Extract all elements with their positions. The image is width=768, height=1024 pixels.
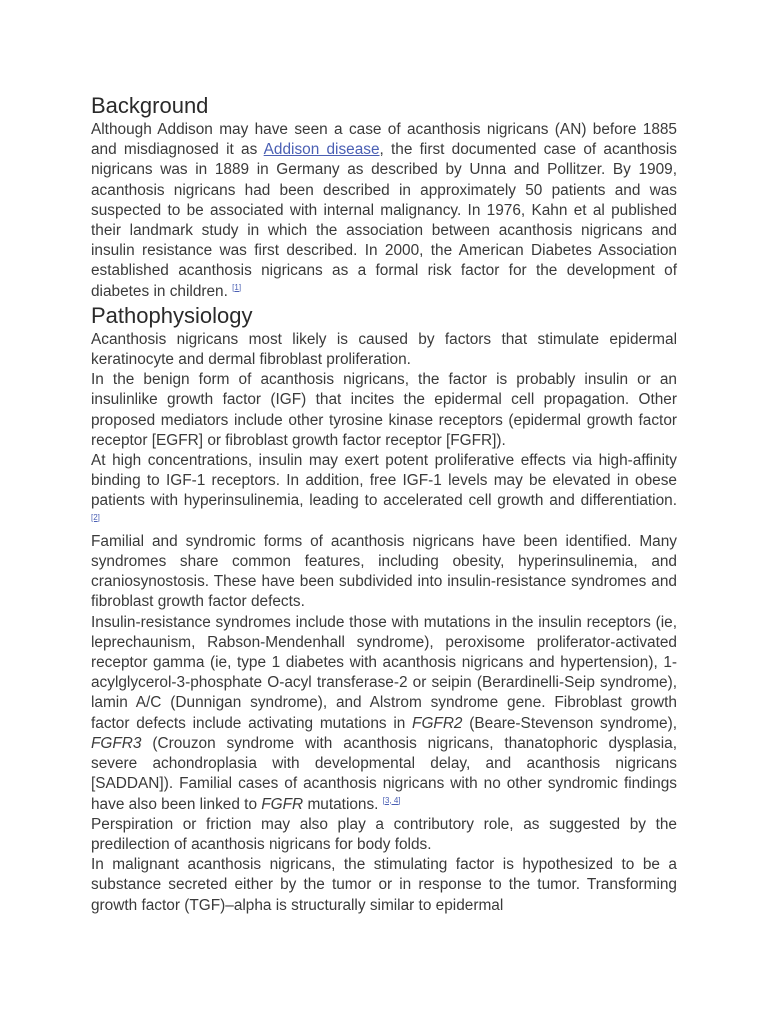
paragraph-text: , the first documented case of acanthosis nigricans was in 1889 in Germany as described by Unna and Pollitzer. By 1909, acanthosis nigricans had been described in approximately 50 patients and was suspected to be associated with internal malignancy. In 1976, Kahn et al published their landmark study in which the association between acanthosis nigricans and insulin resistance was first described. In 2000, the American Diabetes Association established acanthosis nigricans as a formal risk factor for the development of diabetes in children. — [91, 141, 677, 300]
paragraph-text: Insulin-resistance syndromes include those with mutations in the insulin receptors (ie, leprechaunism, Rabson-Mendenhall syndrome), peroxisome proliferator-activated receptor gamma (ie, type 1 diabetes with acanthosis nigricans and hypertension), 1-acylglycerol-3-phosphate O-acyl transferase-2 or seipin (Berardinelli-Seip syndrome), lamin A/C (Dunnigan syndrome), and Alstrom syndrome gene. Fibroblast growth factor defects include activating mutations in — [91, 613, 677, 732]
paragraph-text: (Crouzon syndrome with acanthosis nigricans, thanatophoric dysplasia, severe achondroplasia with developmental delay, and acanthosis nigricans [SADDAN]). Familial cases of acanthosis nigricans with no other syndromic findings have also been linked to — [91, 734, 677, 813]
paragraph-text: Perspiration or friction may also play a contributory role, as suggested by the predilection of acanthosis nigricans for body folds. — [91, 815, 677, 853]
paragraph-text: mutations. — [303, 795, 383, 813]
citation-ref — [232, 283, 241, 292]
paragraph — [91, 815, 677, 855]
italic-text: FGFR — [261, 795, 304, 813]
section-heading: Pathophysiology — [91, 302, 253, 328]
paragraph — [91, 532, 677, 613]
paragraph — [91, 330, 677, 370]
paragraph — [91, 120, 677, 302]
paragraph-text: In malignant acanthosis nigricans, the stimulating factor is hypothesized to be a substance secreted either by the tumor or in response to the tumor. Transforming growth factor (TGF)–alpha is structurally similar to epidermal — [91, 856, 677, 914]
paragraph-text: In the benign form of acanthosis nigricans, the factor is probably insulin or an insulinlike growth factor (IGF) that incites the epidermal cell propagation. Other proposed mediators include other tyrosine kinase receptors (epidermal growth factor receptor [EGFR] or fibroblast growth factor receptor [FGFR]). — [91, 371, 677, 449]
citation-ref — [91, 513, 100, 522]
citation-link[interactable]: [2] — [91, 512, 100, 522]
paragraph-text: Although Addison may have seen a case of acanthosis nigricans (AN) before 1885 and misdiagnosed it as — [91, 121, 677, 159]
paragraph-text: Familial and syndromic forms of acanthosis nigricans have been identified. Many syndromes share common features, including obesity, hyperinsulinemia, and craniosynostosis. These have been subdivided into insulin-resistance syndromes and fibroblast growth factor defects. — [91, 532, 677, 611]
citation-link[interactable]: [1] — [232, 282, 242, 292]
section-heading: Background — [91, 93, 209, 118]
citation-ref — [383, 796, 401, 805]
paragraph — [91, 613, 677, 815]
paragraph — [91, 855, 677, 916]
paragraph — [91, 451, 677, 532]
paragraph-text: (Beare-Stevenson syndrome), — [462, 714, 678, 732]
italic-text: FGFR3 — [91, 734, 142, 752]
paragraph — [91, 370, 677, 451]
inline-link[interactable]: Addison disease — [263, 141, 380, 159]
paragraph-text: Acanthosis nigricans most likely is caused by factors that stimulate epidermal keratinocyte and dermal fibroblast proliferation. — [91, 330, 677, 369]
citation-link[interactable]: [3, 4] — [382, 795, 401, 805]
paragraph-text: At high concentrations, insulin may exert potent proliferative effects via high-affinity binding to IGF-1 receptors. In addition, free IGF-1 levels may be elevated in obese patients with hyperinsulinemia, leading to accelerated cell growth and differentiation. — [91, 452, 677, 510]
article-content — [91, 92, 677, 916]
italic-text: FGFR2 — [412, 714, 463, 732]
